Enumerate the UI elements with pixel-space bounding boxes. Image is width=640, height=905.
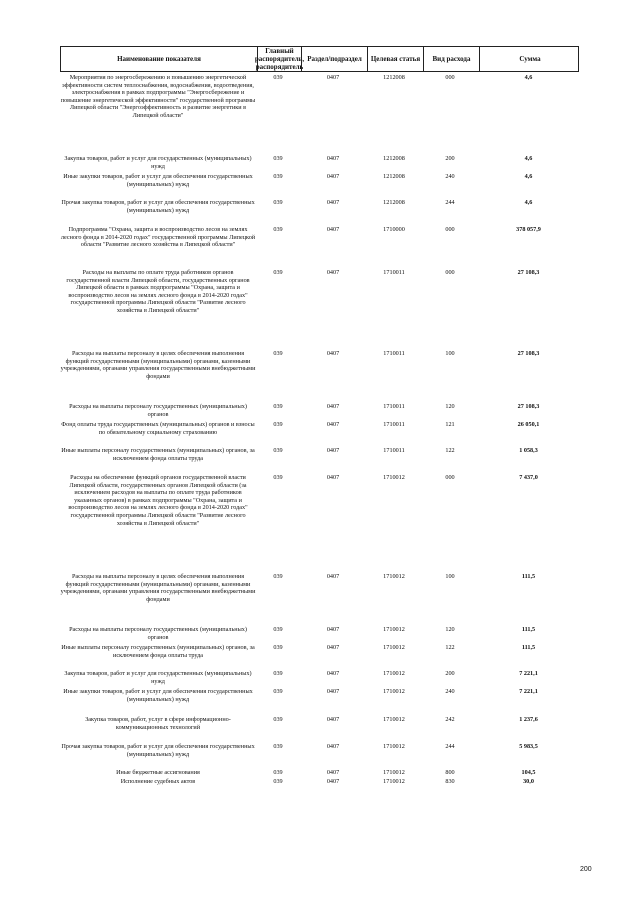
row-glav: 039 <box>273 447 283 454</box>
row-sum: 4,6 <box>524 199 533 206</box>
row-vid: 122 <box>445 447 455 454</box>
row-razdel: 0407 <box>326 226 340 233</box>
row-statya: 1710012 <box>383 778 405 785</box>
row-statya: 1710012 <box>383 474 405 481</box>
row-name: Иные бюджетные ассигнования <box>116 769 200 776</box>
row-name: Иные закупки товаров, работ и услуг для обеспечения государственных (муниципальных) нужд <box>63 688 253 703</box>
row-razdel: 0407 <box>326 743 340 750</box>
row-glav: 039 <box>273 173 283 180</box>
row-razdel: 0407 <box>326 670 340 677</box>
row-statya: 1710012 <box>383 743 405 750</box>
row-glav: 039 <box>273 74 283 81</box>
row-statya: 1212008 <box>383 155 405 162</box>
row-vid: 800 <box>445 769 455 776</box>
row-statya: 1710012 <box>383 644 405 651</box>
row-razdel: 0407 <box>326 74 340 81</box>
row-statya: 1710012 <box>383 670 405 677</box>
row-vid: 000 <box>445 474 455 481</box>
row-glav: 039 <box>273 269 283 276</box>
header-vid: Вид расхода <box>423 47 479 71</box>
row-sum: 111,5 <box>521 644 536 651</box>
row-vid: 244 <box>445 199 455 206</box>
row-razdel: 0407 <box>326 778 340 785</box>
row-razdel: 0407 <box>326 573 340 580</box>
row-statya: 1212008 <box>383 173 405 180</box>
row-razdel: 0407 <box>326 350 340 357</box>
header-razdel: Раздел/подраздел <box>301 47 367 71</box>
row-sum: 4,6 <box>524 74 533 81</box>
row-vid: 242 <box>445 716 455 723</box>
row-glav: 039 <box>273 350 283 357</box>
row-glav: 039 <box>273 644 283 651</box>
row-vid: 000 <box>445 269 455 276</box>
row-sum: 4,6 <box>524 155 533 162</box>
row-name: Расходы на выплаты персоналу в целях обеспечения выполнения функций государственными (муниципальными) органами, казенными учреждениями, органами управления государственными внебюджетными фондами <box>60 350 256 380</box>
row-vid: 244 <box>445 743 455 750</box>
row-name: Расходы на выплаты персоналу в целях обеспечения выполнения функций государственными (муниципальными) органами, казенными учреждениями, органами управления государственными внебюджетными фондами <box>60 573 256 603</box>
row-razdel: 0407 <box>326 199 340 206</box>
row-sum: 27 108,3 <box>517 403 540 410</box>
row-name: Расходы на выплаты персоналу государственных (муниципальных) органов <box>69 626 247 641</box>
row-statya: 1710012 <box>383 716 405 723</box>
row-statya: 1710012 <box>383 573 405 580</box>
row-sum: 4,6 <box>524 173 533 180</box>
row-statya: 1710011 <box>383 403 405 410</box>
header-glav: Главный распорядитель, распорядитель <box>254 47 305 71</box>
row-sum: 111,5 <box>521 626 536 633</box>
row-name: Прочая закупка товаров, работ и услуг для обеспечения государственных (муниципальных) нужд <box>61 743 255 758</box>
row-vid: 120 <box>445 403 455 410</box>
row-sum: 378 057,9 <box>516 226 541 233</box>
row-statya: 1710011 <box>383 447 405 454</box>
row-glav: 039 <box>273 626 283 633</box>
row-name: Закупка товаров, работ и услуг для государственных (муниципальных) нужд <box>64 670 252 685</box>
row-glav: 039 <box>273 403 283 410</box>
row-sum: 111,5 <box>521 573 536 580</box>
row-vid: 122 <box>445 644 455 651</box>
row-vid: 830 <box>445 778 455 785</box>
row-name: Иные выплаты персоналу государственных (муниципальных) органов, за исключением фонда оплаты труда <box>61 644 255 659</box>
row-glav: 039 <box>273 688 283 695</box>
header-statya: Целевая статья <box>367 47 423 71</box>
row-razdel: 0407 <box>326 421 340 428</box>
row-razdel: 0407 <box>326 269 340 276</box>
row-glav: 039 <box>273 743 283 750</box>
row-razdel: 0407 <box>326 403 340 410</box>
row-name: Мероприятия по энергосбережению и повышению энергетической эффективности систем теплоснабжения, водоснабжения, водоотведения, электроснабжения в рамках подпрограммы "Энергосбережение и повышение энергетической эффективности" государственной программы Липецкой области "Энергоэффективность и развитие энергетики в Липецкой области" <box>60 74 256 119</box>
row-sum: 27 108,3 <box>517 269 540 276</box>
row-name: Закупка товаров, работ и услуг для государственных (муниципальных) нужд <box>64 155 252 170</box>
header-name: Наименование показателя <box>117 55 201 63</box>
row-sum: 26 050,1 <box>517 421 540 428</box>
row-sum: 7 221,1 <box>519 670 538 677</box>
row-glav: 039 <box>273 778 283 785</box>
row-name: Расходы на выплаты по оплате труда работников органов государственной власти Липецкой области, государственных органов Липецкой области в рамках подпрограммы "Охрана, защита и воспроизводство лесов на землях лесного фонда в 2014-2020 годах" государственной программы Липецкой области "Развитие лесного хозяйства в Липецкой области" <box>66 269 250 314</box>
row-sum: 30,0 <box>523 778 534 785</box>
row-statya: 1710000 <box>383 226 405 233</box>
row-name: Иные закупки товаров, работ и услуг для обеспечения государственных (муниципальных) нужд <box>63 173 253 188</box>
page-number: 200 <box>580 866 592 873</box>
row-glav: 039 <box>273 421 283 428</box>
row-vid: 200 <box>445 670 455 677</box>
row-name: Подпрограмма "Охрана, защита и воспроизводство лесов на землях лесного фонда в 2014-2020 годах" государственной программы Липецкой области "Развитие лесного хозяйства в Липецкой области" <box>60 226 256 249</box>
row-razdel: 0407 <box>326 644 340 651</box>
row-razdel: 0407 <box>326 769 340 776</box>
row-vid: 100 <box>445 350 455 357</box>
table-header <box>60 46 579 72</box>
row-statya: 1710011 <box>383 421 405 428</box>
row-name: Прочая закупка товаров, работ и услуг для обеспечения государственных (муниципальных) нужд <box>61 199 255 214</box>
row-glav: 039 <box>273 199 283 206</box>
row-name: Расходы на обеспечение функций органов государственной власти Липецкой области, государственных органов Липецкой области (за исключением расходов на выплаты по оплате труда работников указанных органов) в рамках подпрограммы "Охрана, защита и воспроизводство лесов на землях лесного фонда в 2014-2020 годах" государственной программы Липецкой области "Развитие лесного хозяйства в Липецкой области" <box>68 474 248 527</box>
row-sum: 1 058,3 <box>519 447 538 454</box>
row-vid: 240 <box>445 173 455 180</box>
row-glav: 039 <box>273 716 283 723</box>
row-razdel: 0407 <box>326 626 340 633</box>
row-name: Закупка товаров, работ, услуг в сфере информационно-коммуникационных технологий <box>85 716 231 731</box>
row-vid: 121 <box>445 421 455 428</box>
row-vid: 000 <box>445 226 455 233</box>
row-vid: 200 <box>445 155 455 162</box>
row-vid: 000 <box>445 74 455 81</box>
row-razdel: 0407 <box>326 474 340 481</box>
row-glav: 039 <box>273 670 283 677</box>
row-statya: 1212008 <box>383 199 405 206</box>
row-glav: 039 <box>273 155 283 162</box>
row-razdel: 0407 <box>326 155 340 162</box>
row-sum: 7 221,1 <box>519 688 538 695</box>
row-statya: 1710011 <box>383 350 405 357</box>
row-name: Иные выплаты персоналу государственных (муниципальных) органов, за исключением фонда оплаты труда <box>61 447 255 462</box>
row-glav: 039 <box>273 769 283 776</box>
row-glav: 039 <box>273 226 283 233</box>
row-sum: 1 237,6 <box>519 716 538 723</box>
row-vid: 120 <box>445 626 455 633</box>
row-statya: 1710012 <box>383 626 405 633</box>
row-razdel: 0407 <box>326 447 340 454</box>
row-name: Расходы на выплаты персоналу государственных (муниципальных) органов <box>69 403 247 418</box>
row-razdel: 0407 <box>326 716 340 723</box>
header-summa: Сумма <box>479 47 580 71</box>
row-glav: 039 <box>273 474 283 481</box>
row-sum: 5 983,5 <box>519 743 538 750</box>
row-name: Исполнение судебных актов <box>120 778 196 785</box>
row-vid: 240 <box>445 688 455 695</box>
row-razdel: 0407 <box>326 173 340 180</box>
row-razdel: 0407 <box>326 688 340 695</box>
row-sum: 104,5 <box>521 769 536 776</box>
row-statya: 1212008 <box>383 74 405 81</box>
row-statya: 1710012 <box>383 688 405 695</box>
row-sum: 7 437,0 <box>519 474 538 481</box>
row-name: Фонд оплаты труда государственных (муниципальных) органов и взносы по обязательному социальному страхованию <box>61 421 255 436</box>
row-vid: 100 <box>445 573 455 580</box>
row-statya: 1710012 <box>383 769 405 776</box>
row-sum: 27 108,3 <box>517 350 540 357</box>
row-glav: 039 <box>273 573 283 580</box>
row-statya: 1710011 <box>383 269 405 276</box>
